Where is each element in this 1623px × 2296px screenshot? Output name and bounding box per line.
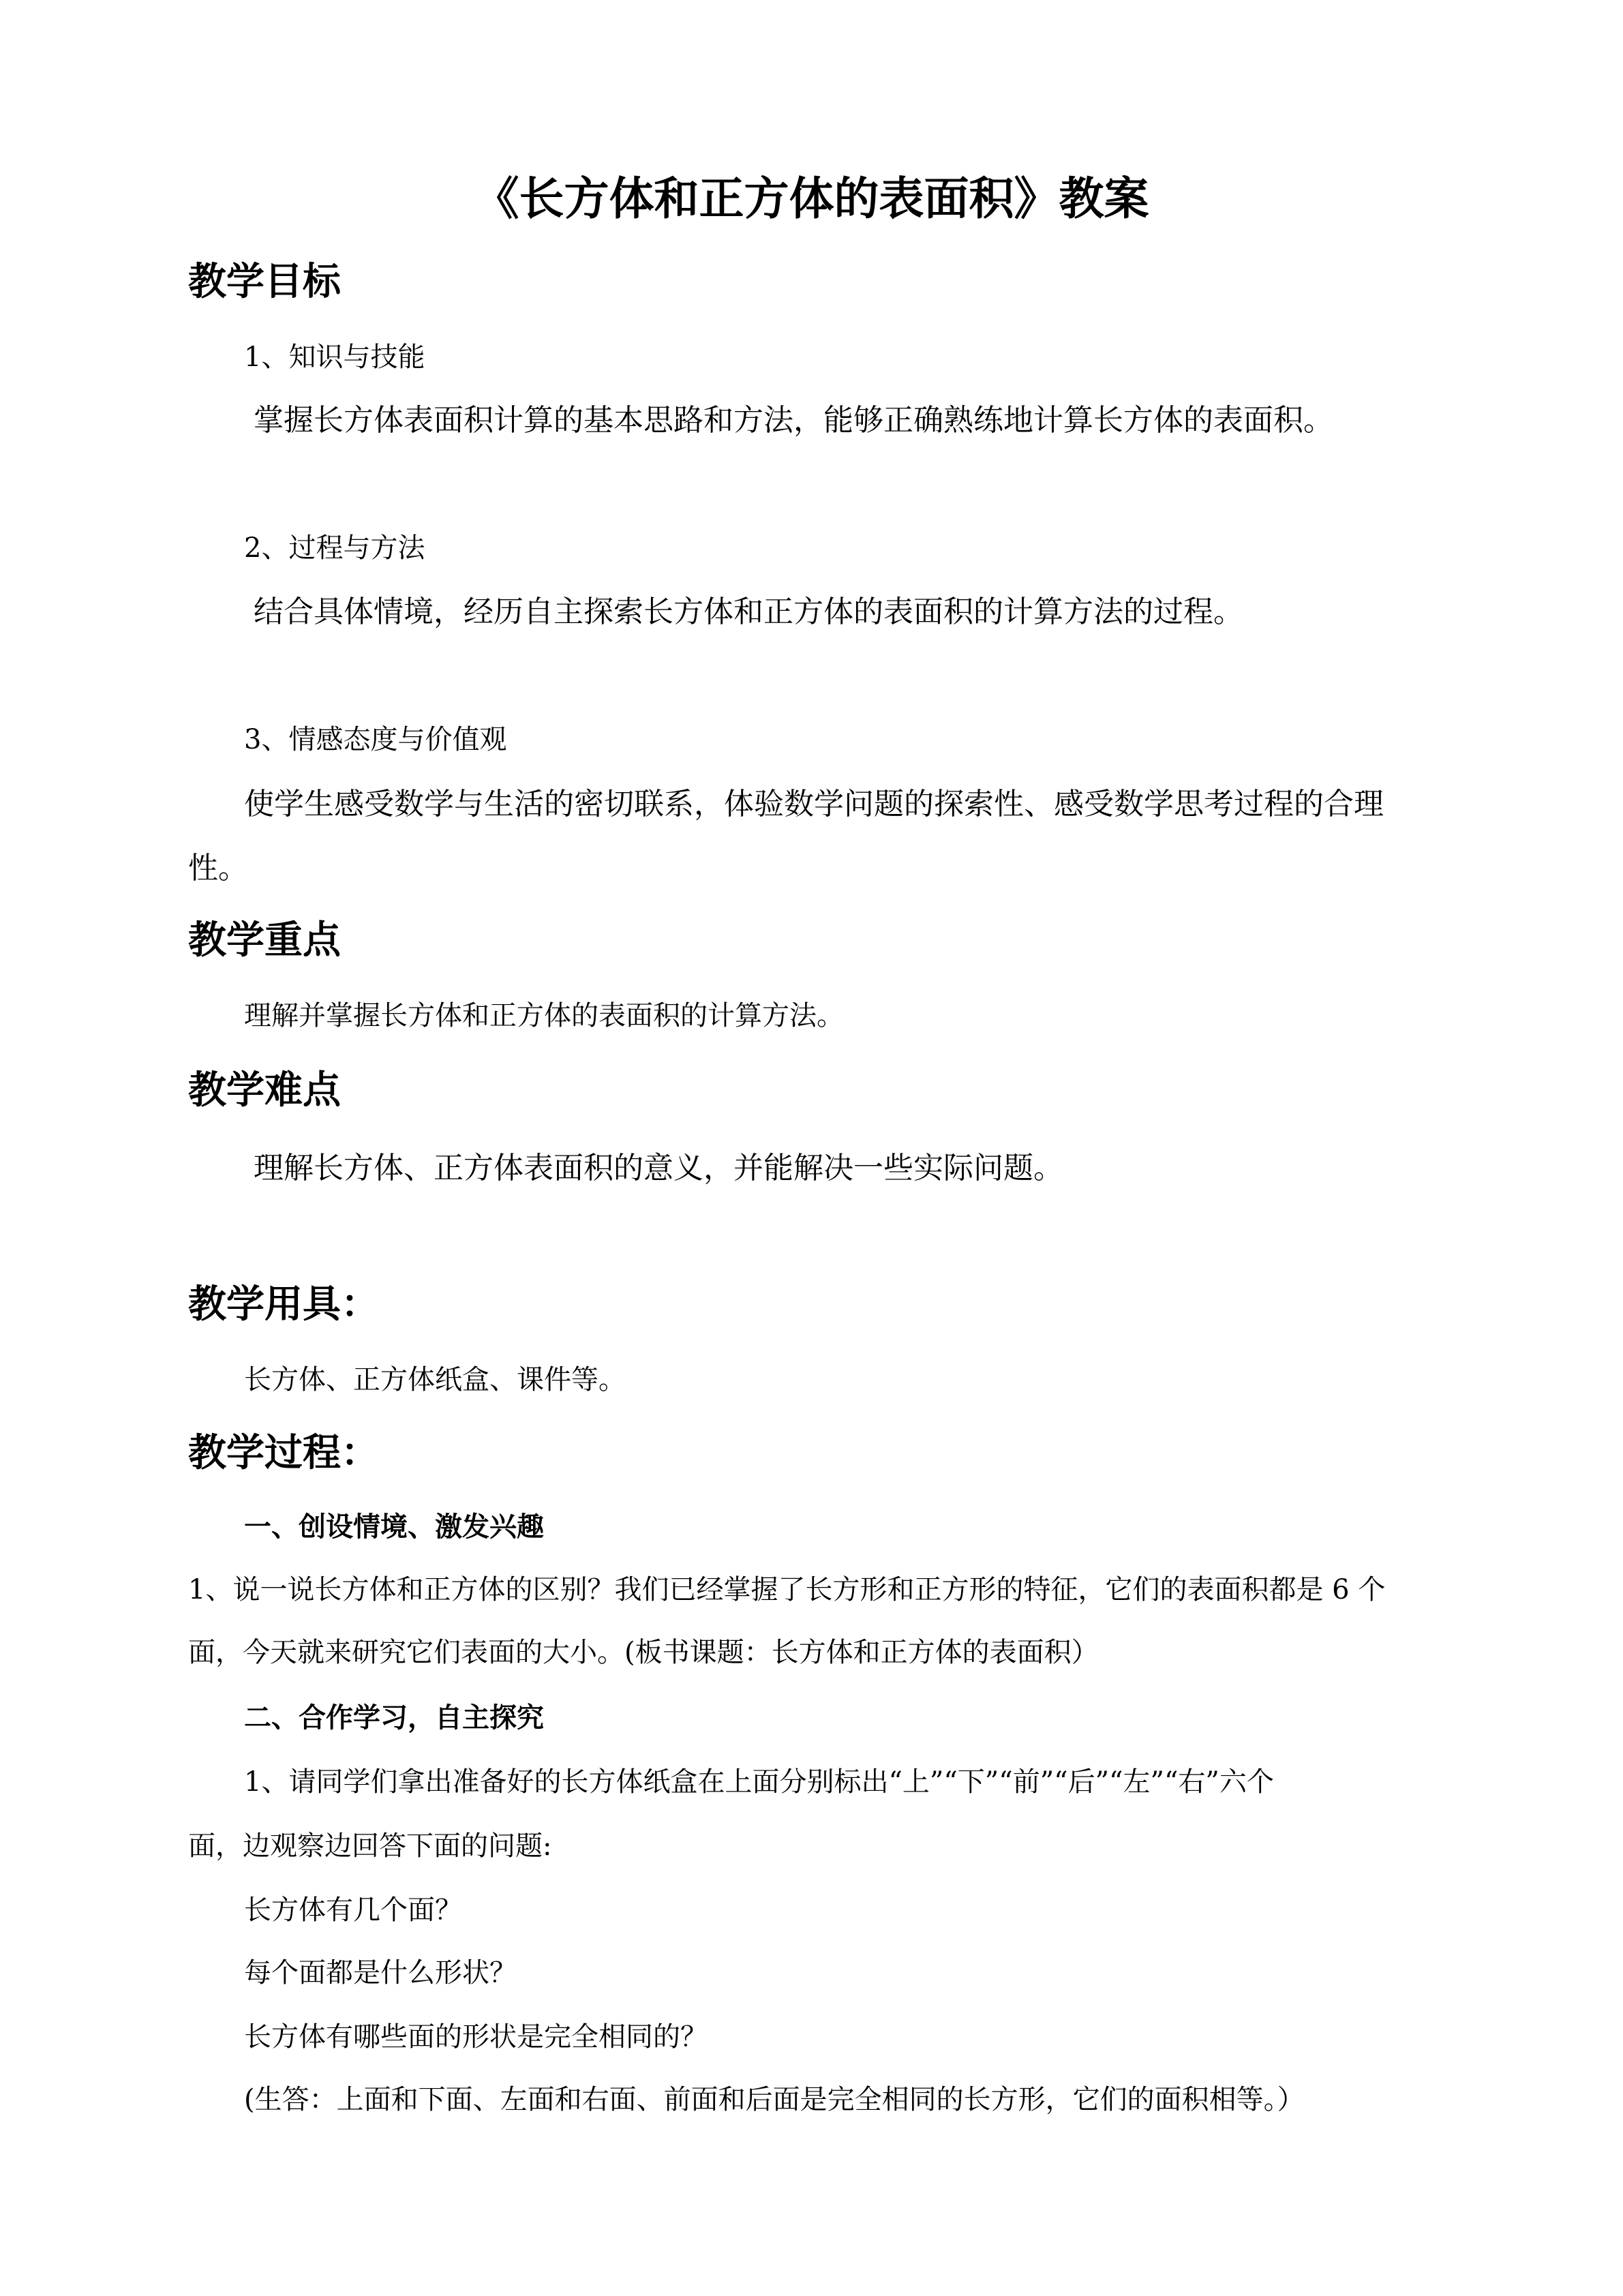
- goal-1-text: 掌握长方体表面积计算的基本思路和方法，能够正确熟练地计算长方体的表面积。: [254, 403, 1333, 438]
- goal-2-label: 2、过程与方法: [244, 532, 425, 564]
- question-item: 长方体有几个面？: [244, 1894, 462, 1926]
- key-points-text: 理解并掌握长方体和正方体的表面积的计算方法。: [244, 1000, 844, 1031]
- goal-2-text: 结合具体情境，经历自主探索长方体和正方体的表面积的计算方法的过程。: [254, 594, 1243, 629]
- heading-teaching-tools: 教学用具：: [188, 1282, 379, 1327]
- goal-3-label: 3、情感态度与价值观: [244, 724, 507, 755]
- goal-1-label: 1、知识与技能: [244, 342, 425, 373]
- goal-3-text-continued: 性。: [188, 851, 248, 886]
- section-2-title: 二、合作学习，自主探究: [244, 1702, 544, 1734]
- section-1-paragraph-continued: 面，今天就来研究它们表面的大小。(板书课题：长方体和正方体的表面积）: [188, 1637, 1099, 1668]
- section-2-paragraph-continued: 面，边观察边回答下面的问题:: [188, 1830, 552, 1862]
- section-1-paragraph: 1、说一说长方体和正方体的区别？我们已经掌握了长方形和正方形的特征，它们的表面积都是 6 个: [188, 1574, 1386, 1605]
- section-1-title: 一、创设情境、激发兴趣: [244, 1511, 544, 1543]
- heading-key-points: 教学重点: [188, 918, 341, 963]
- section-2-paragraph: 1、请同学们拿出准备好的长方体纸盒在上面分别标出“上”“下”“前”“后”“左”“右”六个: [244, 1766, 1274, 1798]
- tools-text: 长方体、正方体纸盒、课件等。: [244, 1364, 626, 1395]
- heading-teaching-process: 教学过程：: [188, 1431, 379, 1475]
- heading-teaching-goals: 教学目标: [188, 260, 341, 304]
- question-item: 每个面都是什么形状？: [244, 1957, 517, 1989]
- difficulties-text: 理解长方体、正方体表面积的意义，并能解决一些实际问题。: [254, 1151, 1063, 1185]
- goal-3-text: 使学生感受数学与生活的密切联系，体验数学问题的探索性、感受数学思考过程的合理: [244, 787, 1384, 821]
- question-item: 长方体有哪些面的形状是完全相同的？: [244, 2021, 708, 2053]
- heading-difficulties: 教学难点: [188, 1068, 341, 1113]
- document-title: 《长方体和正方体的表面积》教案: [474, 172, 1149, 225]
- student-answer: (生答：上面和下面、左面和右面、前面和后面是完全相同的长方形，它们的面积相等。）: [244, 2084, 1305, 2115]
